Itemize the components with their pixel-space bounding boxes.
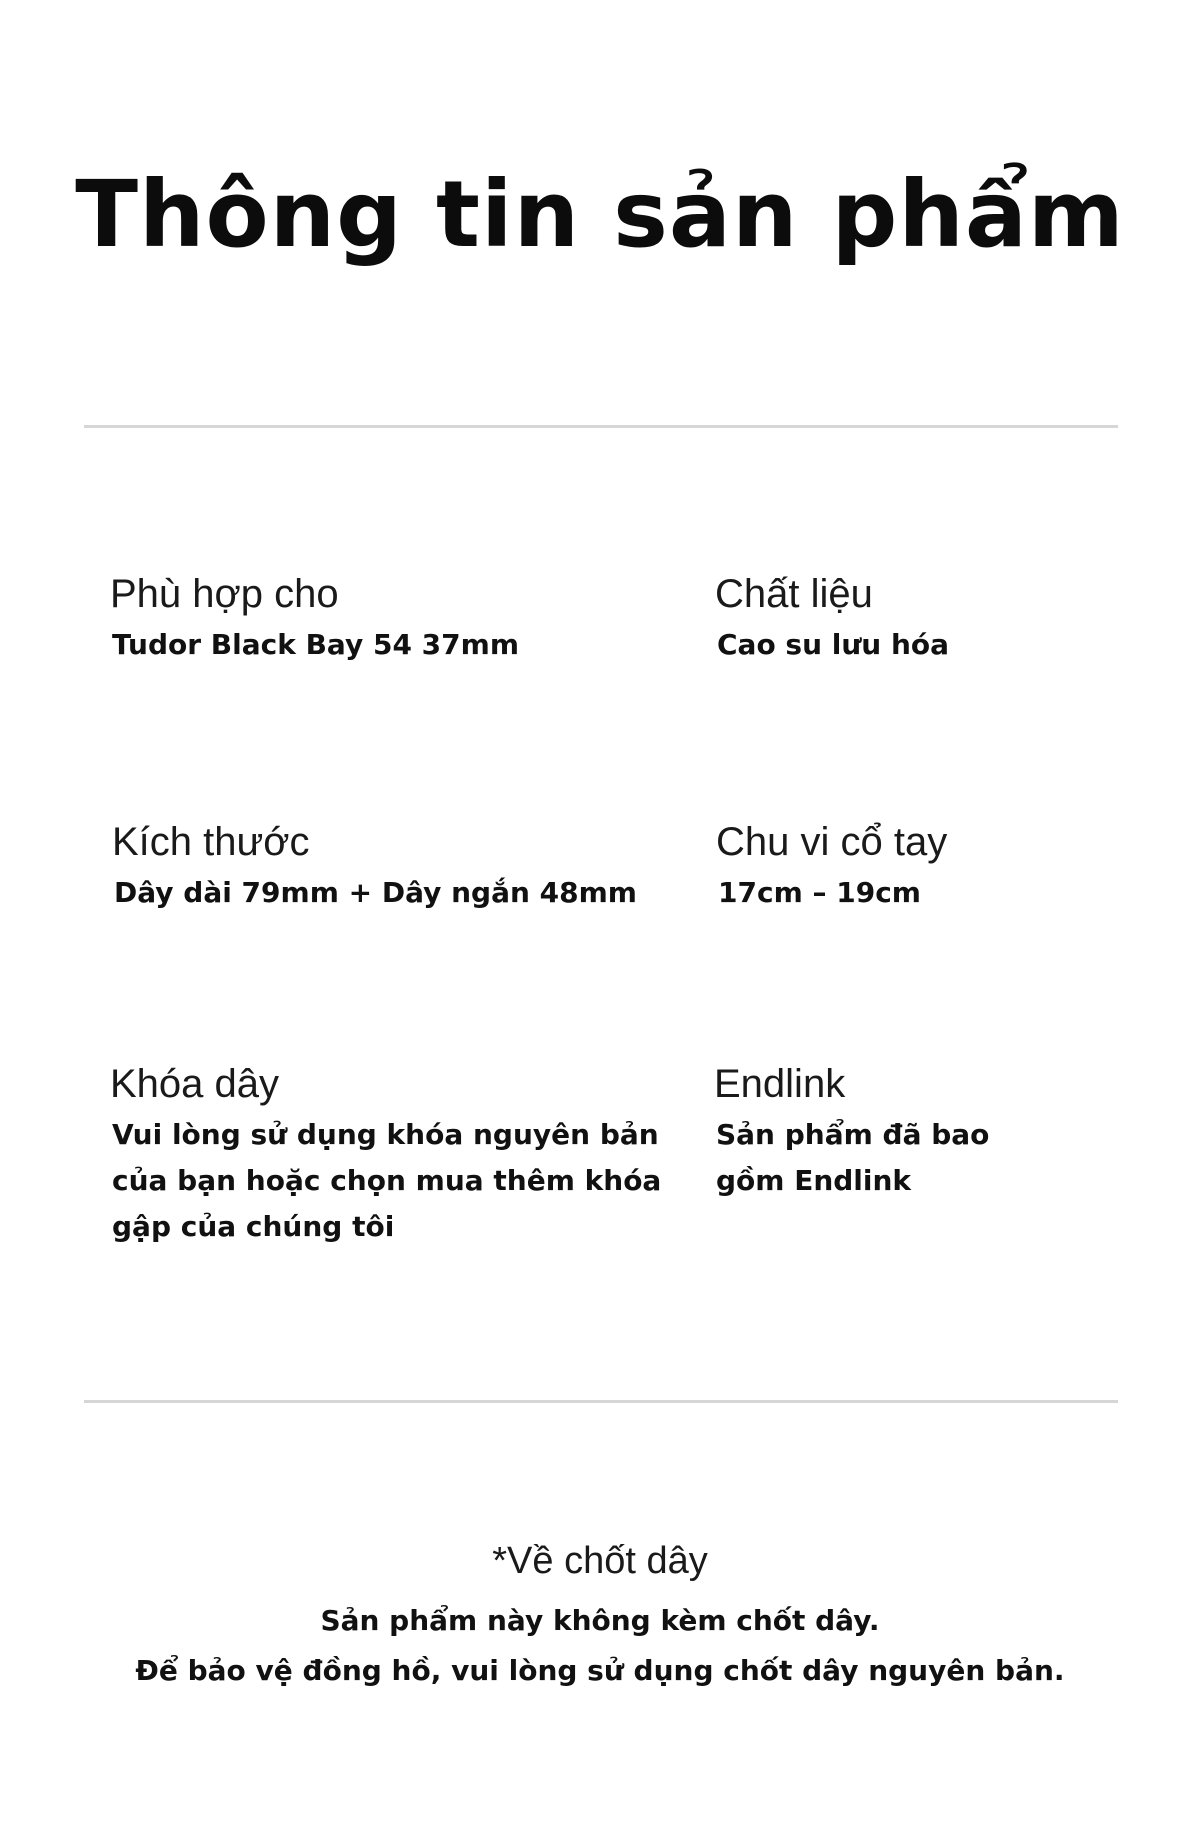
note-title: *Về chốt dây xyxy=(492,1540,708,1582)
bottom-divider xyxy=(84,1400,1118,1403)
spec-value: Dây dài 79mm + Dây ngắn 48mm xyxy=(114,876,637,909)
spec-label: Phù hợp cho xyxy=(110,572,339,616)
spec-wrist-circumference xyxy=(716,818,947,916)
spec-buckle xyxy=(110,1060,670,1250)
note-line: Để bảo vệ đồng hồ, vui lòng sử dụng chốt dây nguyên bản. xyxy=(135,1654,1065,1687)
spec-value: Tudor Black Bay 54 37mm xyxy=(112,628,519,661)
spec-value: Vui lòng sử dụng khóa nguyên bản của bạn hoặc chọn mua thêm khóa gập của chúng tôi xyxy=(112,1118,662,1243)
spec-label: Chất liệu xyxy=(715,572,873,616)
spec-label: Chu vi cổ tay xyxy=(716,820,948,864)
spring-bar-note xyxy=(0,1538,1200,1696)
spec-label: Kích thước xyxy=(112,820,310,864)
page-title: Thông tin sản phẩm xyxy=(75,161,1125,268)
spec-value: 17cm – 19cm xyxy=(718,876,921,909)
spec-value: Cao su lưu hóa xyxy=(717,628,950,661)
note-line: Sản phẩm này không kèm chốt dây. xyxy=(320,1604,880,1637)
spec-size xyxy=(112,818,637,916)
spec-endlink xyxy=(714,1060,1034,1204)
spec-material xyxy=(715,570,949,668)
spec-label: Endlink xyxy=(714,1062,846,1106)
spec-label: Khóa dây xyxy=(110,1062,280,1106)
spec-compatibility xyxy=(110,570,519,668)
top-divider xyxy=(84,425,1118,428)
spec-value: Sản phẩm đã bao gồm Endlink xyxy=(716,1118,990,1197)
